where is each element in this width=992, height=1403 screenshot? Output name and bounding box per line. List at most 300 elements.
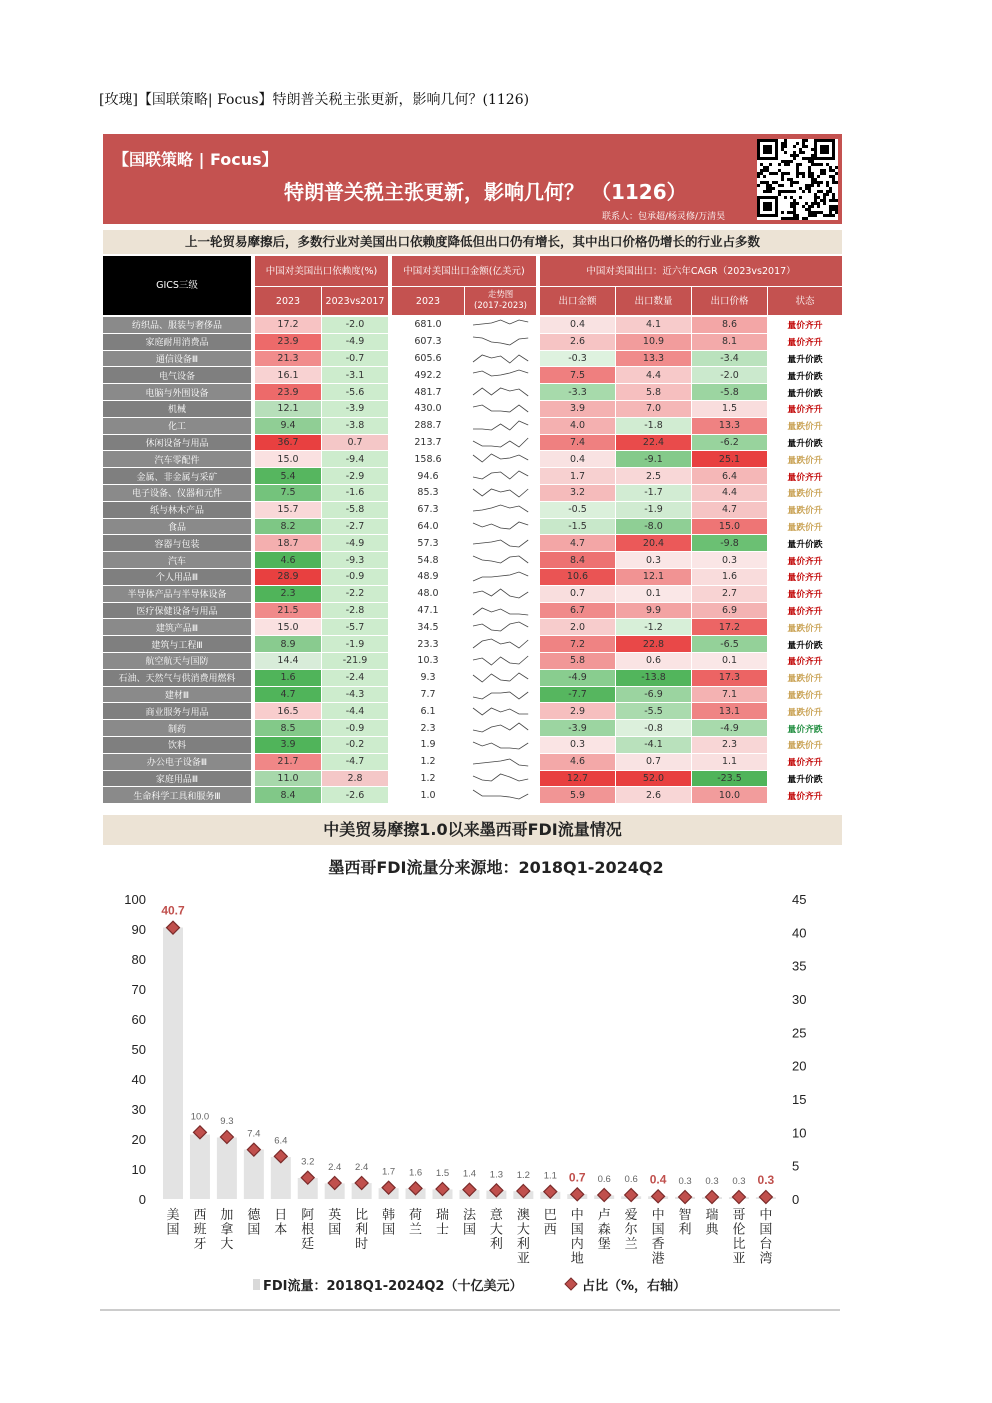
share-data-label: 7.4	[247, 1128, 261, 1140]
y-left-tick-label: 100	[124, 892, 146, 907]
cell-cagr-quantity: 9.9	[616, 603, 691, 619]
cell-status: 量价齐跌	[768, 720, 842, 736]
row-name: 汽车	[103, 552, 251, 568]
cell-amount: 94.6	[392, 468, 464, 484]
cell-cagr-price: -3.4	[692, 351, 767, 367]
document-title: [玫瑰]【国联策略| Focus】特朗普关税主张更新，影响几何？(1126)	[99, 92, 530, 108]
fdi-bar	[163, 928, 183, 1200]
cell-cagr-quantity: 5.8	[616, 384, 691, 400]
cell-cagr-quantity: -1.2	[616, 619, 691, 635]
cell-cagr-price: -5.8	[692, 384, 767, 400]
share-marker	[679, 1191, 692, 1204]
row-name: 通信设备Ⅲ	[103, 351, 251, 367]
cell-status: 量升价跌	[768, 435, 842, 451]
cell-cagr-price: -23.5	[692, 771, 767, 787]
cell-status: 量价齐升	[768, 317, 842, 333]
export-table	[103, 256, 842, 806]
row-name: 汽车零配件	[103, 451, 251, 467]
trend-sparkline	[465, 552, 536, 568]
banner-headline: 特朗普关税主张更新，影响几何？ （1126）	[284, 180, 687, 204]
cell-cagr-price: -2.0	[692, 367, 767, 383]
y-right-tick-label: 45	[792, 892, 807, 907]
cell-amount: 158.6	[392, 451, 464, 467]
cell-dependency-change: -4.9	[322, 535, 388, 551]
cell-status: 量升价跌	[768, 636, 842, 652]
share-data-label: 0.6	[597, 1174, 611, 1185]
cell-dependency-change: -2.4	[322, 670, 388, 686]
cell-dependency: 18.7	[255, 535, 321, 551]
cell-status: 量价齐升	[768, 653, 842, 669]
cell-cagr-amount: 0.3	[540, 737, 615, 753]
trend-sparkline	[465, 401, 536, 417]
cell-dependency: 15.0	[255, 619, 321, 635]
cell-cagr-price: 0.3	[692, 552, 767, 568]
cell-cagr-quantity: 13.3	[616, 351, 691, 367]
trend-sparkline	[465, 653, 536, 669]
cell-cagr-price: 4.7	[692, 502, 767, 518]
cell-cagr-price: 10.0	[692, 787, 767, 803]
y-left-tick-label: 20	[131, 1132, 146, 1147]
cell-status: 量跌价升	[768, 451, 842, 467]
cell-cagr-price: 13.3	[692, 418, 767, 434]
share-data-label: 0.3	[705, 1176, 719, 1187]
y-left-tick-label: 80	[131, 952, 146, 967]
cell-dependency-change: -2.2	[322, 586, 388, 602]
cell-status: 量价齐升	[768, 334, 842, 350]
legend-bar-swatch	[253, 1279, 260, 1290]
fdi-bar	[190, 1135, 210, 1200]
y-right-tick-label: 5	[792, 1158, 800, 1174]
cell-cagr-quantity: -4.1	[616, 737, 691, 753]
x-category-label: 日本	[274, 1208, 288, 1238]
share-data-label: 0.3	[678, 1176, 692, 1187]
row-name: 建筑与工程Ⅲ	[103, 636, 251, 652]
share-data-label: 9.3	[220, 1116, 234, 1127]
row-name: 建筑产品Ⅲ	[103, 619, 251, 635]
header-amount: 中国对美国出口金额(亿美元)	[392, 256, 536, 286]
x-category-label: 阿根廷	[301, 1208, 315, 1252]
cell-status: 量跌价升	[768, 670, 842, 686]
trend-sparkline	[465, 720, 536, 736]
cell-cagr-quantity: -13.8	[616, 670, 691, 686]
trend-sparkline	[465, 771, 536, 787]
header-status: 状态	[768, 287, 842, 315]
cell-cagr-amount: 5.8	[540, 653, 615, 669]
cell-status: 量价齐升	[768, 603, 842, 619]
cell-cagr-amount: -3.3	[540, 384, 615, 400]
cell-cagr-quantity: -1.9	[616, 502, 691, 518]
cell-cagr-amount: 4.0	[540, 418, 615, 434]
x-category-label: 巴西	[543, 1208, 557, 1238]
cell-status: 量升价跌	[768, 535, 842, 551]
cell-amount: 2.3	[392, 720, 464, 736]
share-data-label: 2.4	[355, 1162, 369, 1173]
row-name: 纺织品、服装与奢侈品	[103, 317, 251, 333]
trend-sparkline	[465, 351, 536, 367]
cell-amount: 288.7	[392, 418, 464, 434]
trend-sparkline	[465, 754, 536, 770]
cell-amount: 7.7	[392, 687, 464, 703]
cell-status: 量升价跌	[768, 771, 842, 787]
share-data-label: 1.1	[543, 1170, 557, 1182]
cell-amount: 85.3	[392, 485, 464, 501]
y-right-tick-label: 20	[792, 1058, 807, 1074]
cell-dependency-change: -4.7	[322, 754, 388, 770]
cell-cagr-amount: 2.6	[540, 334, 615, 350]
fdi-bar	[217, 1138, 237, 1200]
share-data-label: 1.4	[462, 1168, 477, 1180]
cell-cagr-price: 17.2	[692, 619, 767, 635]
cell-cagr-price: 17.3	[692, 670, 767, 686]
cell-dependency: 16.5	[255, 703, 321, 719]
cell-cagr-quantity: 52.0	[616, 771, 691, 787]
cell-cagr-quantity: -6.9	[616, 687, 691, 703]
cell-cagr-price: -4.9	[692, 720, 767, 736]
cell-dependency-change: 0.7	[322, 435, 388, 451]
y-right-tick-label: 40	[792, 925, 807, 941]
row-name: 饮料	[103, 737, 251, 753]
cell-dependency: 1.6	[255, 670, 321, 686]
cell-cagr-amount: 4.6	[540, 754, 615, 770]
share-data-label: 40.7	[161, 903, 185, 918]
cell-amount: 481.7	[392, 384, 464, 400]
fdi-chart	[0, 880, 992, 1310]
x-category-label: 荷兰	[409, 1208, 423, 1238]
cell-amount: 54.8	[392, 552, 464, 568]
share-data-label: 3.2	[301, 1156, 315, 1168]
cell-cagr-amount: -4.9	[540, 670, 615, 686]
row-name: 纸与林木产品	[103, 502, 251, 518]
cell-status: 量升价跌	[768, 384, 842, 400]
cell-dependency-change: -3.8	[322, 418, 388, 434]
cell-amount: 1.2	[392, 771, 464, 787]
x-category-label: 智利	[678, 1208, 692, 1238]
cell-dependency-change: -1.6	[322, 485, 388, 501]
row-name: 电子设备、仪器和元件	[103, 485, 251, 501]
cell-cagr-price: 0.1	[692, 653, 767, 669]
divider	[100, 1309, 840, 1311]
trend-sparkline	[465, 687, 536, 703]
share-marker	[652, 1190, 665, 1203]
share-data-label: 1.6	[408, 1167, 423, 1179]
cell-cagr-amount: 7.4	[540, 435, 615, 451]
chart-title: 墨西哥FDI流量分来源地：2018Q1-2024Q2	[328, 858, 664, 877]
legend-marker-label: 占比（%，右轴）	[582, 1279, 687, 1294]
x-category-label: 澳大利亚	[516, 1208, 530, 1267]
cell-dependency-change: -0.2	[322, 737, 388, 753]
cell-amount: 10.3	[392, 653, 464, 669]
share-data-label: 1.7	[381, 1166, 396, 1178]
cell-cagr-quantity: 12.1	[616, 569, 691, 585]
cell-amount: 9.3	[392, 670, 464, 686]
row-name: 金属、非金属与采矿	[103, 468, 251, 484]
y-right-tick-label: 35	[792, 958, 807, 974]
trend-sparkline	[465, 703, 536, 719]
cell-cagr-price: 4.4	[692, 485, 767, 501]
x-category-label: 瑞典	[705, 1208, 719, 1238]
cell-cagr-amount: -7.7	[540, 687, 615, 703]
cell-cagr-price: -6.2	[692, 435, 767, 451]
cell-status: 量跌价升	[768, 418, 842, 434]
cell-dependency: 4.6	[255, 552, 321, 568]
cell-dependency: 2.3	[255, 586, 321, 602]
cell-dependency-change: -2.7	[322, 519, 388, 535]
cell-amount: 430.0	[392, 401, 464, 417]
cell-amount: 34.5	[392, 619, 464, 635]
cell-dependency: 23.9	[255, 334, 321, 350]
y-right-tick-label: 15	[792, 1092, 807, 1107]
row-name: 石油、天然气与供消费用燃料	[103, 670, 251, 686]
trend-sparkline	[465, 603, 536, 619]
cell-cagr-quantity: -1.7	[616, 485, 691, 501]
share-data-label: 0.3	[732, 1176, 746, 1187]
cell-dependency-change: -0.9	[322, 720, 388, 736]
header-dependency: 中国对美国出口依赖度(%)	[255, 256, 388, 286]
row-name: 办公电子设备Ⅲ	[103, 754, 251, 770]
cell-cagr-quantity: -8.0	[616, 519, 691, 535]
x-category-label: 德国	[247, 1208, 261, 1238]
cell-dependency-change: -2.9	[322, 468, 388, 484]
cell-dependency: 23.9	[255, 384, 321, 400]
cell-cagr-price: 8.1	[692, 334, 767, 350]
trend-sparkline	[465, 451, 536, 467]
cell-dependency-change: -4.3	[322, 687, 388, 703]
cell-dependency-change: -0.9	[322, 569, 388, 585]
cell-cagr-quantity: 4.1	[616, 317, 691, 333]
report-banner	[103, 134, 842, 224]
cell-cagr-price: 25.1	[692, 451, 767, 467]
x-category-label: 瑞士	[435, 1208, 450, 1238]
trend-sparkline	[465, 569, 536, 585]
cell-cagr-quantity: 4.4	[616, 367, 691, 383]
row-name: 休闲设备与用品	[103, 435, 251, 451]
share-data-label: 10.0	[190, 1111, 210, 1123]
y-left-tick-label: 70	[131, 982, 146, 997]
cell-status: 量升价跌	[768, 367, 842, 383]
cell-dependency-change: 2.8	[322, 771, 388, 787]
header-cagr-price: 出口价格	[692, 287, 767, 315]
cell-cagr-amount: 2.9	[540, 703, 615, 719]
cell-amount: 607.3	[392, 334, 464, 350]
cell-dependency: 3.9	[255, 737, 321, 753]
cell-cagr-amount: 3.9	[540, 401, 615, 417]
row-name: 建材Ⅲ	[103, 687, 251, 703]
trend-sparkline	[465, 418, 536, 434]
share-data-label: 0.6	[624, 1174, 638, 1185]
cell-dependency-change: -4.4	[322, 703, 388, 719]
cell-cagr-quantity: 7.0	[616, 401, 691, 417]
cell-cagr-price: 2.7	[692, 586, 767, 602]
banner-brand: 【国联策略 | Focus】	[113, 150, 278, 169]
trend-sparkline	[465, 670, 536, 686]
row-name: 电气设备	[103, 367, 251, 383]
y-right-tick-label: 25	[792, 1025, 807, 1041]
cell-cagr-amount: 7.2	[540, 636, 615, 652]
cell-dependency: 16.1	[255, 367, 321, 383]
y-left-tick-label: 30	[131, 1102, 146, 1117]
cell-dependency: 15.7	[255, 502, 321, 518]
cell-dependency-change: -5.6	[322, 384, 388, 400]
share-marker	[598, 1189, 611, 1202]
cell-dependency-change: -2.6	[322, 787, 388, 803]
trend-sparkline	[465, 435, 536, 451]
legend-marker-swatch	[565, 1278, 577, 1290]
x-category-label: 比利时	[355, 1208, 369, 1252]
section-title: 中美贸易摩擦1.0以来墨西哥FDI流量情况	[103, 815, 842, 845]
cell-dependency: 8.9	[255, 636, 321, 652]
cell-cagr-quantity: -1.8	[616, 418, 691, 434]
header-cagr: 中国对美国出口：近六年CAGR（2023vs2017）	[540, 256, 842, 286]
cell-dependency-change: -3.9	[322, 401, 388, 417]
cell-amount: 605.6	[392, 351, 464, 367]
cell-dependency: 21.5	[255, 603, 321, 619]
share-marker	[706, 1191, 719, 1204]
y-right-tick-label: 0	[792, 1192, 800, 1207]
share-marker	[732, 1191, 745, 1204]
header-dep-change: 2023vs2017	[322, 287, 388, 315]
cell-dependency: 15.0	[255, 451, 321, 467]
trend-sparkline	[465, 787, 536, 803]
trend-sparkline	[465, 535, 536, 551]
x-category-label: 意大利	[489, 1208, 503, 1252]
x-category-label: 中国台湾	[759, 1208, 773, 1267]
cell-amount: 64.0	[392, 519, 464, 535]
x-category-label: 爱尔兰	[624, 1208, 638, 1252]
trend-sparkline	[465, 519, 536, 535]
trend-sparkline	[465, 468, 536, 484]
row-name: 生命科学工具和服务Ⅲ	[103, 787, 251, 803]
cell-cagr-quantity: 0.1	[616, 586, 691, 602]
x-category-label: 西班牙	[193, 1208, 207, 1252]
cell-status: 量价齐升	[768, 569, 842, 585]
cell-cagr-price: 1.5	[692, 401, 767, 417]
cell-amount: 47.1	[392, 603, 464, 619]
cell-cagr-price: 1.6	[692, 569, 767, 585]
x-category-label: 中国内地	[570, 1208, 584, 1267]
cell-dependency: 36.7	[255, 435, 321, 451]
row-name: 家庭用品Ⅲ	[103, 771, 251, 787]
cell-amount: 213.7	[392, 435, 464, 451]
cell-cagr-amount: 4.7	[540, 535, 615, 551]
cell-amount: 1.2	[392, 754, 464, 770]
cell-amount: 57.3	[392, 535, 464, 551]
cell-status: 量价齐升	[768, 787, 842, 803]
cell-cagr-amount: 12.7	[540, 771, 615, 787]
cell-cagr-amount: 10.6	[540, 569, 615, 585]
cell-status: 量跌价升	[768, 619, 842, 635]
cell-amount: 48.9	[392, 569, 464, 585]
cell-cagr-quantity: 10.9	[616, 334, 691, 350]
cell-cagr-price: 15.0	[692, 519, 767, 535]
header-trend: 走势图 (2017-2023)	[465, 287, 536, 315]
row-name: 机械	[103, 401, 251, 417]
y-left-tick-label: 10	[131, 1162, 146, 1177]
cell-amount: 1.9	[392, 737, 464, 753]
share-data-label: 0.4	[649, 1172, 667, 1187]
trend-sparkline	[465, 317, 536, 333]
trend-sparkline	[465, 636, 536, 652]
cell-cagr-price: 13.1	[692, 703, 767, 719]
cell-dependency: 8.2	[255, 519, 321, 535]
cell-cagr-quantity: 20.4	[616, 535, 691, 551]
cell-cagr-quantity: -0.8	[616, 720, 691, 736]
x-category-label: 法国	[462, 1208, 476, 1238]
cell-cagr-amount: 7.5	[540, 367, 615, 383]
row-name: 电脑与外围设备	[103, 384, 251, 400]
cell-cagr-quantity: 0.6	[616, 653, 691, 669]
cell-cagr-amount: -3.9	[540, 720, 615, 736]
y-left-tick-label: 0	[138, 1192, 146, 1207]
cell-cagr-price: -6.5	[692, 636, 767, 652]
cell-cagr-price: 6.9	[692, 603, 767, 619]
header-cagr-amount: 出口金额	[540, 287, 615, 315]
y-left-tick-label: 40	[131, 1072, 146, 1087]
cell-status: 量跌价升	[768, 502, 842, 518]
cell-amount: 681.0	[392, 317, 464, 333]
cell-cagr-amount: 8.4	[540, 552, 615, 568]
cell-dependency-change: -2.0	[322, 317, 388, 333]
cell-cagr-amount: 2.0	[540, 619, 615, 635]
trend-sparkline	[465, 334, 536, 350]
cell-status: 量价齐升	[768, 586, 842, 602]
cell-cagr-quantity: -5.5	[616, 703, 691, 719]
cell-dependency: 11.0	[255, 771, 321, 787]
cell-cagr-quantity: 2.5	[616, 468, 691, 484]
cell-cagr-price: 8.6	[692, 317, 767, 333]
row-name: 医疗保健设备与用品	[103, 603, 251, 619]
cell-dependency: 5.4	[255, 468, 321, 484]
x-category-label: 卢森堡	[597, 1208, 611, 1252]
cell-dependency-change: -0.7	[322, 351, 388, 367]
cell-cagr-price: -9.8	[692, 535, 767, 551]
row-name: 容器与包装	[103, 535, 251, 551]
header-dep-2023: 2023	[255, 287, 321, 315]
qr-code-icon	[757, 139, 838, 220]
cell-dependency: 8.5	[255, 720, 321, 736]
header-gics: GICS三级	[103, 256, 251, 315]
cell-cagr-amount: 5.9	[540, 787, 615, 803]
cell-cagr-amount: -0.5	[540, 502, 615, 518]
trend-sparkline	[465, 367, 536, 383]
row-name: 化工	[103, 418, 251, 434]
cell-amount: 492.2	[392, 367, 464, 383]
table-subtitle: 上一轮贸易摩擦后，多数行业对美国出口依赖度降低但出口仍有增长，其中出口价格仍增长的行业占多数	[103, 230, 842, 254]
row-name: 食品	[103, 519, 251, 535]
share-data-label: 1.2	[516, 1170, 530, 1181]
trend-sparkline	[465, 485, 536, 501]
cell-cagr-amount: 0.4	[540, 317, 615, 333]
cell-dependency: 4.7	[255, 687, 321, 703]
cell-amount: 1.0	[392, 787, 464, 803]
y-left-tick-label: 60	[131, 1012, 146, 1027]
cell-dependency-change: -21.9	[322, 653, 388, 669]
x-category-label: 英国	[328, 1208, 342, 1238]
cell-amount: 67.3	[392, 502, 464, 518]
cell-cagr-quantity: -9.1	[616, 451, 691, 467]
row-name: 半导体产品与半导体设备	[103, 586, 251, 602]
x-category-label: 哥伦比亚	[732, 1208, 746, 1267]
cell-dependency-change: -1.9	[322, 636, 388, 652]
y-right-tick-label: 30	[792, 992, 807, 1007]
cell-cagr-price: 2.3	[692, 737, 767, 753]
banner-contact: 联系人：包承超/杨灵修/万清昊	[602, 212, 726, 222]
cell-status: 量价齐升	[768, 401, 842, 417]
cell-dependency-change: -2.8	[322, 603, 388, 619]
header-amt-2023: 2023	[392, 287, 464, 315]
cell-cagr-price: 1.1	[692, 754, 767, 770]
share-marker	[759, 1191, 772, 1204]
share-data-label: 0.3	[757, 1173, 775, 1187]
